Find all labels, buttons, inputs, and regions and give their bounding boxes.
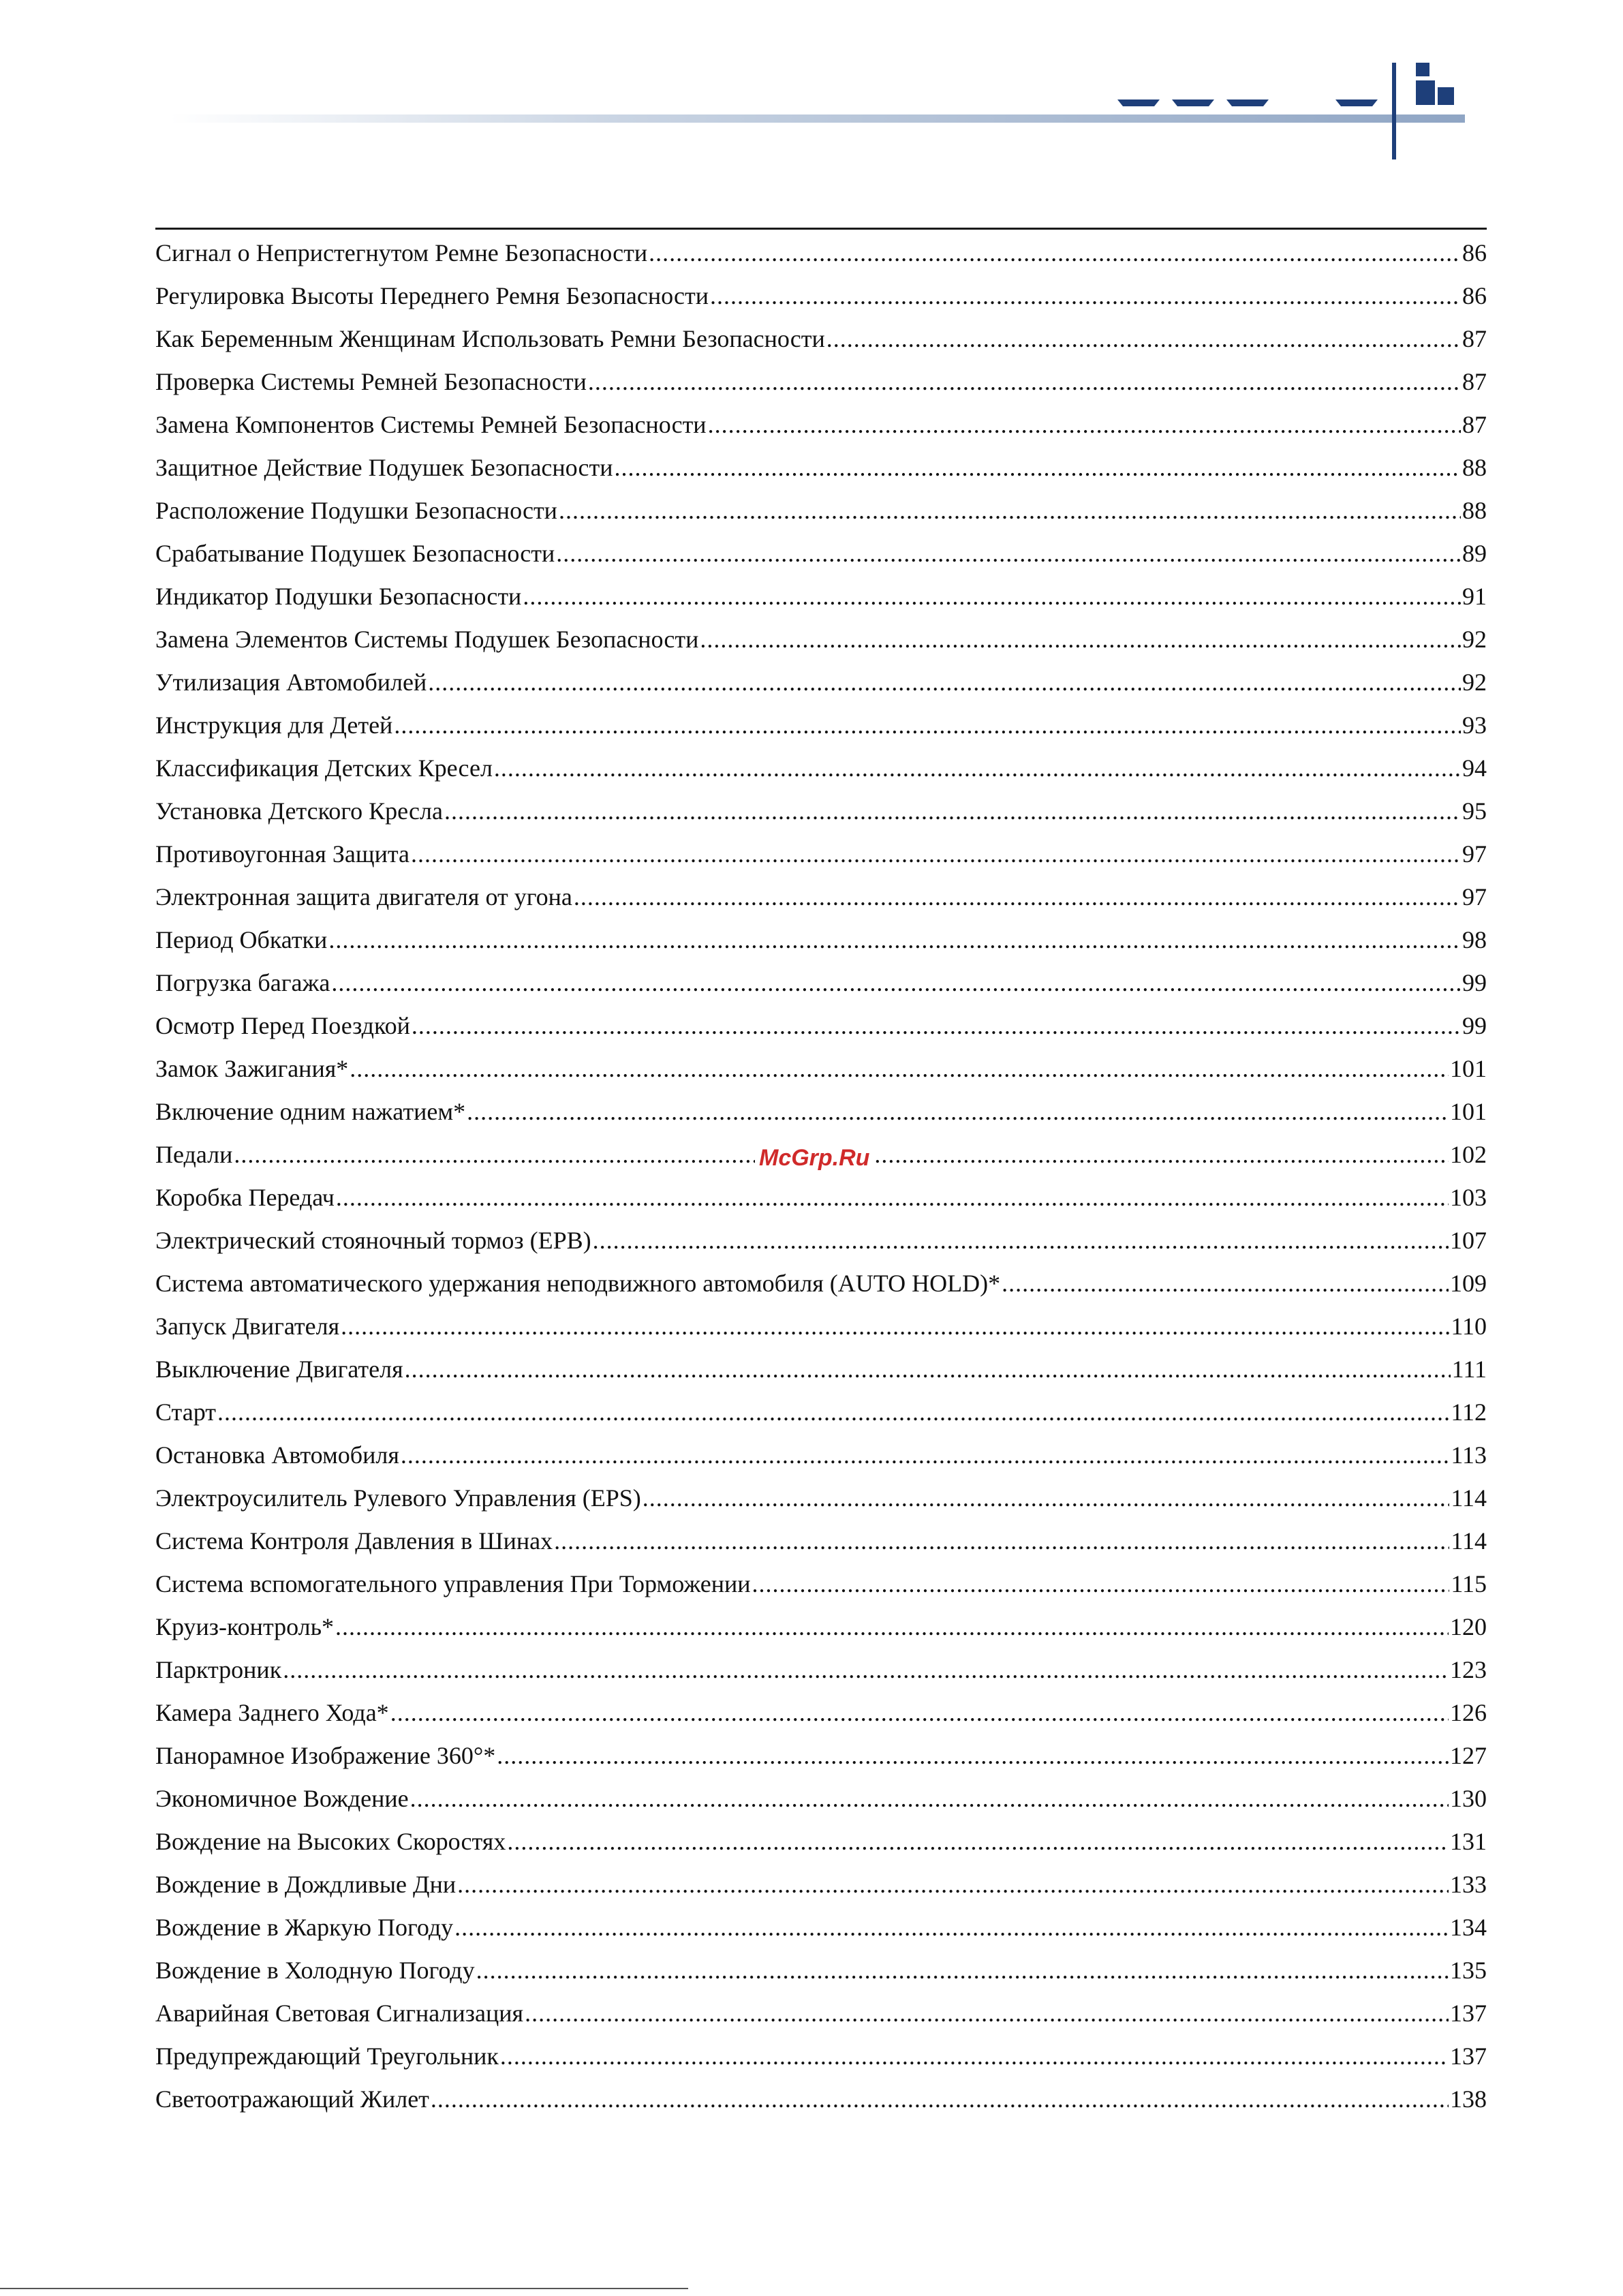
toc-title: Система Контроля Давления в Шинах — [155, 1527, 553, 1555]
toc-page-number: 87 — [1462, 368, 1487, 395]
dot-leader — [283, 1649, 1449, 1692]
dot-leader — [556, 532, 1461, 575]
toc-title: Коробка Передач — [155, 1184, 335, 1211]
toc-entry[interactable] — [155, 962, 1487, 1005]
toc-entry[interactable] — [155, 1348, 1487, 1391]
dot-leader — [593, 1219, 1449, 1262]
toc-page-number: 93 — [1462, 711, 1487, 739]
dot-leader — [615, 446, 1461, 489]
toc-title: Индикатор Подушки Безопасности — [155, 583, 522, 610]
toc-page-number: 86 — [1462, 239, 1487, 266]
toc-page-number: 95 — [1462, 797, 1487, 825]
toc-entry[interactable] — [155, 661, 1487, 704]
header-gradient-bar — [170, 114, 1465, 123]
toc-entry[interactable] — [155, 1992, 1487, 2035]
dot-leader — [752, 1563, 1450, 1606]
toc-title: Электроусилитель Рулевого Управления (EPS) — [155, 1484, 641, 1512]
toc-page-number: 120 — [1450, 1613, 1487, 1640]
toc-page-number: 99 — [1462, 1012, 1487, 1039]
toc-title: Вождение в Жаркую Погоду — [155, 1914, 454, 1941]
dot-leader — [500, 2035, 1449, 2078]
toc-page-number: 123 — [1450, 1656, 1487, 1683]
toc-entry[interactable] — [155, 1949, 1487, 1992]
toc-title: Запуск Двигателя — [155, 1313, 340, 1340]
toc-entry[interactable] — [155, 318, 1487, 361]
toc-page-number: 97 — [1462, 883, 1487, 910]
toc-page-number: 92 — [1462, 669, 1487, 696]
dot-leader — [649, 232, 1461, 275]
dot-leader — [454, 1906, 1449, 1949]
toc-entry[interactable] — [155, 232, 1487, 275]
toc-page-number: 88 — [1462, 454, 1487, 481]
dot-leader — [708, 403, 1461, 446]
toc-entry[interactable] — [155, 1520, 1487, 1563]
toc-entry[interactable] — [155, 1692, 1487, 1734]
toc-page-number: 113 — [1451, 1441, 1487, 1469]
toc-title: Педали — [155, 1141, 233, 1168]
toc-entry[interactable] — [155, 361, 1487, 403]
dot-leader — [431, 2078, 1449, 2121]
toc-page-number: 127 — [1450, 1742, 1487, 1769]
toc-page-number: 111 — [1451, 1356, 1487, 1383]
toc-entry[interactable] — [155, 1090, 1487, 1133]
toc-page-number: 102 — [1450, 1141, 1487, 1168]
toc-title: Камера Заднего Хода* — [155, 1699, 389, 1726]
toc-title: Классификация Детских Кресел — [155, 754, 493, 782]
toc-page-number: 109 — [1450, 1270, 1487, 1297]
toc-entry[interactable] — [155, 876, 1487, 919]
toc-entry[interactable] — [155, 618, 1487, 661]
dot-leader — [412, 1005, 1461, 1047]
toc-entry[interactable] — [155, 1047, 1487, 1090]
toc-entry[interactable] — [155, 1606, 1487, 1649]
toc-page-number: 114 — [1451, 1484, 1487, 1512]
toc-page-number: 110 — [1451, 1313, 1487, 1340]
toc-entry[interactable] — [155, 1820, 1487, 1863]
toc-page-number: 89 — [1462, 540, 1487, 567]
toc-page-number: 91 — [1462, 583, 1487, 610]
dot-leader — [497, 1734, 1449, 1777]
toc-title: Предупреждающий Треугольник — [155, 2042, 499, 2070]
toc-page-number: 133 — [1450, 1871, 1487, 1898]
toc-entry[interactable] — [155, 1176, 1487, 1219]
toc-entry[interactable] — [155, 833, 1487, 876]
toc-entry[interactable] — [155, 1563, 1487, 1606]
toc-page-number: 87 — [1462, 325, 1487, 352]
toc-entry[interactable] — [155, 489, 1487, 532]
dot-leader — [394, 704, 1461, 747]
dot-leader — [411, 833, 1461, 876]
toc-page-number: 107 — [1450, 1227, 1487, 1254]
toc-title: Как Беременным Женщинам Использовать Ремни Безопасности — [155, 325, 825, 352]
toc-title: Вождение в Холодную Погоду — [155, 1957, 475, 1984]
toc-entry[interactable] — [155, 1262, 1487, 1305]
toc-title: Инструкция для Детей — [155, 711, 393, 739]
dot-leader — [328, 919, 1461, 962]
toc-title: Выключение Двигателя — [155, 1356, 403, 1383]
dot-leader — [559, 489, 1461, 532]
toc-entry[interactable] — [155, 1219, 1487, 1262]
toc-entry[interactable] — [155, 403, 1487, 446]
toc-title: Аварийная Световая Сигнализация — [155, 2000, 524, 2027]
toc-title: Регулировка Высоты Переднего Ремня Безопасности — [155, 282, 709, 309]
toc-title: Осмотр Перед Поездкой — [155, 1012, 410, 1039]
toc-page-number: 86 — [1462, 282, 1487, 309]
header-dash-marks — [1117, 100, 1378, 106]
toc-entry[interactable] — [155, 575, 1487, 618]
toc-entry[interactable] — [155, 919, 1487, 962]
toc-entry[interactable] — [155, 446, 1487, 489]
toc-entry[interactable] — [155, 532, 1487, 575]
toc-page-number: 94 — [1462, 754, 1487, 782]
dot-leader — [336, 1176, 1449, 1219]
toc-top-rule — [155, 228, 1487, 230]
toc-title: Остановка Автомобиля — [155, 1441, 399, 1469]
toc-title: Система вспомогательного управления При Торможении — [155, 1570, 751, 1597]
toc-page-number: 137 — [1450, 2042, 1487, 2070]
dot-leader — [507, 1820, 1449, 1863]
toc-page-number: 97 — [1462, 840, 1487, 868]
toc-entry[interactable] — [155, 747, 1487, 790]
dot-leader — [700, 618, 1461, 661]
toc-page-number: 112 — [1451, 1398, 1487, 1426]
dot-leader — [350, 1047, 1449, 1090]
dot-leader — [525, 1992, 1449, 2035]
toc-title: Сигнал о Непристегнутом Ремне Безопасности — [155, 239, 648, 266]
header-vertical-line — [1392, 63, 1396, 159]
toc-page-number: 131 — [1450, 1828, 1487, 1855]
toc-entry[interactable] — [155, 1305, 1487, 1348]
toc-title: Электронная защита двигателя от угона — [155, 883, 572, 910]
toc-page-number: 138 — [1450, 2085, 1487, 2113]
dot-leader — [405, 1348, 1451, 1391]
dot-leader — [523, 575, 1461, 618]
toc-entry[interactable] — [155, 1477, 1487, 1520]
toc-title: Старт — [155, 1398, 216, 1426]
toc-entry[interactable] — [155, 1005, 1487, 1047]
dot-leader — [390, 1692, 1449, 1734]
toc-entry[interactable] — [155, 2035, 1487, 2078]
toc-title: Светоотражающий Жилет — [155, 2085, 429, 2113]
toc-entry[interactable] — [155, 1777, 1487, 1820]
toc-entry[interactable] — [155, 704, 1487, 747]
dot-leader — [410, 1777, 1449, 1820]
dot-leader — [1002, 1262, 1449, 1305]
toc-entry[interactable] — [155, 790, 1487, 833]
toc-title: Замена Компонентов Системы Ремней Безопасности — [155, 411, 707, 438]
footer-rule — [0, 2288, 688, 2289]
toc-entry[interactable] — [155, 1434, 1487, 1477]
toc-page-number: 87 — [1462, 411, 1487, 438]
toc-entry[interactable] — [155, 2078, 1487, 2121]
dot-leader — [428, 661, 1461, 704]
toc-title: Период Обкатки — [155, 926, 328, 953]
dot-leader — [574, 876, 1461, 919]
toc-page-number: 92 — [1462, 626, 1487, 653]
toc-title: Срабатывание Подушек Безопасности — [155, 540, 555, 567]
dot-leader — [494, 747, 1461, 790]
toc-page-number: 130 — [1450, 1785, 1487, 1812]
toc-title: Включение одним нажатием* — [155, 1098, 466, 1125]
dot-leader — [217, 1391, 1449, 1434]
toc-title: Система автоматического удержания неподвижного автомобиля (AUTO HOLD)* — [155, 1270, 1001, 1297]
table-of-contents — [155, 232, 1487, 2121]
toc-page-number: 98 — [1462, 926, 1487, 953]
toc-title: Утилизация Автомобилей — [155, 669, 427, 696]
toc-page-number: 115 — [1451, 1570, 1487, 1597]
toc-page-number: 99 — [1462, 969, 1487, 996]
toc-title: Панорамное Изображение 360°* — [155, 1742, 496, 1769]
toc-title: Замена Элементов Системы Подушек Безопасности — [155, 626, 699, 653]
toc-page-number: 134 — [1450, 1914, 1487, 1941]
dot-leader — [467, 1090, 1449, 1133]
toc-page-number: 101 — [1450, 1098, 1487, 1125]
toc-title: Проверка Системы Ремней Безопасности — [155, 368, 587, 395]
toc-title: Установка Детского Кресла — [155, 797, 443, 825]
dot-leader — [444, 790, 1461, 833]
toc-title: Замок Зажигания* — [155, 1055, 349, 1082]
toc-title: Расположение Подушки Безопасности — [155, 497, 557, 524]
toc-title: Вождение в Дождливые Дни — [155, 1871, 457, 1898]
toc-title: Круиз-контроль* — [155, 1613, 335, 1640]
toc-title: Защитное Действие Подушек Безопасности — [155, 454, 613, 481]
dot-leader — [476, 1949, 1449, 1992]
toc-entry[interactable] — [155, 1649, 1487, 1692]
dot-leader — [341, 1305, 1449, 1348]
dot-leader — [401, 1434, 1449, 1477]
dot-leader — [554, 1520, 1449, 1563]
toc-page-number: 137 — [1450, 2000, 1487, 2027]
toc-title: Парктроник — [155, 1656, 282, 1683]
dot-leader — [826, 318, 1461, 361]
toc-page-number: 88 — [1462, 497, 1487, 524]
toc-title: Противоугонная Защита — [155, 840, 409, 868]
logo-squares-icon — [1416, 63, 1454, 105]
toc-page-number: 101 — [1450, 1055, 1487, 1082]
dot-leader — [331, 962, 1461, 1005]
toc-title: Электрический стояночный тормоз (EPB) — [155, 1227, 591, 1254]
dot-leader — [710, 275, 1461, 318]
toc-entry[interactable] — [155, 1734, 1487, 1777]
toc-title: Экономичное Вождение — [155, 1785, 409, 1812]
toc-page-number: 103 — [1450, 1184, 1487, 1211]
toc-entry[interactable] — [155, 1906, 1487, 1949]
dot-leader — [335, 1606, 1449, 1649]
toc-title: Погрузка багажа — [155, 969, 330, 996]
toc-title: Вождение на Высоких Скоростях — [155, 1828, 506, 1855]
header-decoration — [0, 0, 1623, 177]
watermark: McGrp.Ru — [755, 1145, 874, 1172]
dot-leader — [457, 1863, 1449, 1906]
toc-entry[interactable] — [155, 1391, 1487, 1434]
toc-page-number: 126 — [1450, 1699, 1487, 1726]
dot-leader — [643, 1477, 1450, 1520]
toc-page-number: 114 — [1451, 1527, 1487, 1555]
dot-leader — [588, 361, 1461, 403]
toc-page-number: 135 — [1450, 1957, 1487, 1984]
toc-entry[interactable] — [155, 1863, 1487, 1906]
toc-entry[interactable] — [155, 275, 1487, 318]
